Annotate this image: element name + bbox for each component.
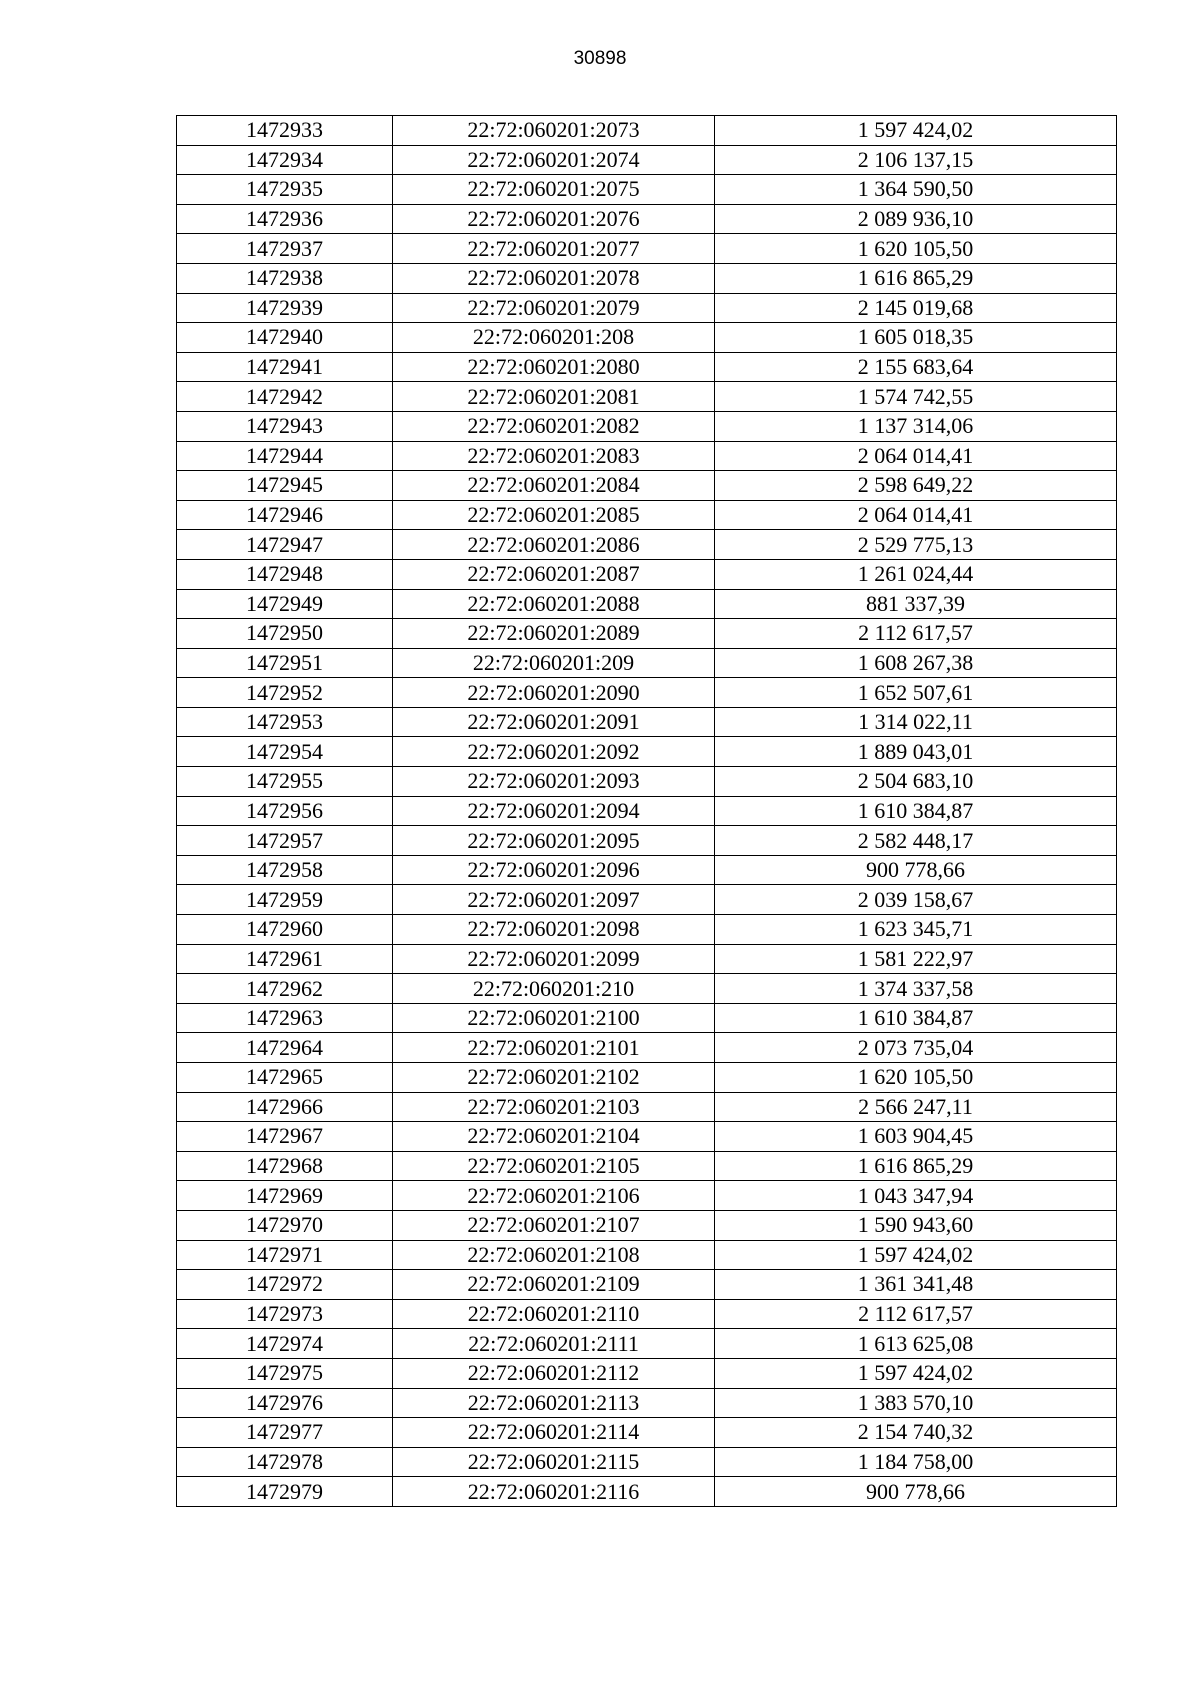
row-number-cell: 1472961 [177, 944, 393, 974]
value-cell: 1 652 507,61 [715, 678, 1117, 708]
cadastral-number-cell: 22:72:060201:2108 [393, 1240, 715, 1270]
cadastral-number-cell: 22:72:060201:2109 [393, 1270, 715, 1300]
value-cell: 2 566 247,11 [715, 1092, 1117, 1122]
cadastral-number-cell: 22:72:060201:2078 [393, 263, 715, 293]
table-row [177, 441, 1117, 471]
cadastral-number-cell: 22:72:060201:2103 [393, 1092, 715, 1122]
cadastral-number-cell: 22:72:060201:2110 [393, 1299, 715, 1329]
value-cell: 2 529 775,13 [715, 530, 1117, 560]
cadastral-number-cell: 22:72:060201:2077 [393, 234, 715, 264]
row-number-cell: 1472947 [177, 530, 393, 560]
row-number-cell: 1472934 [177, 145, 393, 175]
cadastral-number-cell: 22:72:060201:2097 [393, 885, 715, 915]
value-cell: 1 620 105,50 [715, 234, 1117, 264]
row-number-cell: 1472977 [177, 1418, 393, 1448]
value-cell: 2 106 137,15 [715, 145, 1117, 175]
cadastral-number-cell: 22:72:060201:2101 [393, 1033, 715, 1063]
table-row [177, 589, 1117, 619]
row-number-cell: 1472954 [177, 737, 393, 767]
cadastral-number-cell: 22:72:060201:2106 [393, 1181, 715, 1211]
cadastral-number-cell: 22:72:060201:209 [393, 648, 715, 678]
row-number-cell: 1472946 [177, 500, 393, 530]
row-number-cell: 1472950 [177, 619, 393, 649]
cadastral-number-cell: 22:72:060201:2111 [393, 1329, 715, 1359]
table-row [177, 737, 1117, 767]
table-row [177, 559, 1117, 589]
table-row [177, 1299, 1117, 1329]
table-row [177, 323, 1117, 353]
table-row [177, 204, 1117, 234]
row-number-cell: 1472958 [177, 855, 393, 885]
cadastral-number-cell: 22:72:060201:2082 [393, 411, 715, 441]
value-cell: 2 154 740,32 [715, 1418, 1117, 1448]
row-number-cell: 1472952 [177, 678, 393, 708]
table-body [177, 116, 1117, 1507]
value-cell: 2 073 735,04 [715, 1033, 1117, 1063]
row-number-cell: 1472979 [177, 1477, 393, 1507]
row-number-cell: 1472978 [177, 1447, 393, 1477]
table-row [177, 1033, 1117, 1063]
page-number: 30898 [573, 48, 627, 69]
table-row [177, 1063, 1117, 1093]
table-row [177, 411, 1117, 441]
table-row [177, 1092, 1117, 1122]
table-row [177, 471, 1117, 501]
cadastral-number-cell: 22:72:060201:208 [393, 323, 715, 353]
row-number-cell: 1472965 [177, 1063, 393, 1093]
table-row [177, 707, 1117, 737]
cadastral-number-cell: 22:72:060201:2093 [393, 767, 715, 797]
cadastral-number-cell: 22:72:060201:2099 [393, 944, 715, 974]
row-number-cell: 1472967 [177, 1122, 393, 1152]
table-row [177, 1122, 1117, 1152]
table-row [177, 1418, 1117, 1448]
value-cell: 1 616 865,29 [715, 263, 1117, 293]
cadastral-number-cell: 22:72:060201:2098 [393, 915, 715, 945]
row-number-cell: 1472976 [177, 1388, 393, 1418]
row-number-cell: 1472944 [177, 441, 393, 471]
cadastral-number-cell: 22:72:060201:2084 [393, 471, 715, 501]
row-number-cell: 1472960 [177, 915, 393, 945]
cadastral-number-cell: 22:72:060201:2096 [393, 855, 715, 885]
value-cell: 1 620 105,50 [715, 1063, 1117, 1093]
cadastral-number-cell: 22:72:060201:2115 [393, 1447, 715, 1477]
table-row [177, 530, 1117, 560]
cadastral-number-cell: 22:72:060201:2086 [393, 530, 715, 560]
value-cell: 2 598 649,22 [715, 471, 1117, 501]
cadastral-number-cell: 22:72:060201:2081 [393, 382, 715, 412]
value-cell: 1 581 222,97 [715, 944, 1117, 974]
value-cell: 900 778,66 [715, 855, 1117, 885]
value-cell: 1 597 424,02 [715, 1358, 1117, 1388]
row-number-cell: 1472940 [177, 323, 393, 353]
cadastral-number-cell: 22:72:060201:2090 [393, 678, 715, 708]
value-cell: 1 043 347,94 [715, 1181, 1117, 1211]
table-row [177, 915, 1117, 945]
cadastral-number-cell: 22:72:060201:2112 [393, 1358, 715, 1388]
table-row [177, 175, 1117, 205]
cadastral-number-cell: 22:72:060201:2089 [393, 619, 715, 649]
cadastral-number-cell: 22:72:060201:2104 [393, 1122, 715, 1152]
value-cell: 1 603 904,45 [715, 1122, 1117, 1152]
value-cell: 1 574 742,55 [715, 382, 1117, 412]
row-number-cell: 1472942 [177, 382, 393, 412]
table-row [177, 796, 1117, 826]
row-number-cell: 1472937 [177, 234, 393, 264]
table-row [177, 1270, 1117, 1300]
table-row [177, 944, 1117, 974]
value-cell: 2 112 617,57 [715, 619, 1117, 649]
cadastral-number-cell: 22:72:060201:2076 [393, 204, 715, 234]
table-row [177, 619, 1117, 649]
value-cell: 1 610 384,87 [715, 1003, 1117, 1033]
row-number-cell: 1472975 [177, 1358, 393, 1388]
cadastral-number-cell: 22:72:060201:2087 [393, 559, 715, 589]
value-cell: 1 605 018,35 [715, 323, 1117, 353]
table-row [177, 885, 1117, 915]
cadastral-number-cell: 22:72:060201:2107 [393, 1210, 715, 1240]
row-number-cell: 1472948 [177, 559, 393, 589]
row-number-cell: 1472933 [177, 116, 393, 146]
cadastral-number-cell: 22:72:060201:2095 [393, 826, 715, 856]
table-row [177, 1181, 1117, 1211]
value-cell: 1 261 024,44 [715, 559, 1117, 589]
table-row [177, 1003, 1117, 1033]
table-row [177, 382, 1117, 412]
table-row [177, 678, 1117, 708]
row-number-cell: 1472962 [177, 974, 393, 1004]
value-cell: 1 361 341,48 [715, 1270, 1117, 1300]
row-number-cell: 1472936 [177, 204, 393, 234]
value-cell: 1 374 337,58 [715, 974, 1117, 1004]
row-number-cell: 1472949 [177, 589, 393, 619]
table-row [177, 855, 1117, 885]
row-number-cell: 1472971 [177, 1240, 393, 1270]
cadastral-number-cell: 22:72:060201:2091 [393, 707, 715, 737]
row-number-cell: 1472972 [177, 1270, 393, 1300]
row-number-cell: 1472970 [177, 1210, 393, 1240]
cadastral-number-cell: 22:72:060201:2088 [393, 589, 715, 619]
value-cell: 1 364 590,50 [715, 175, 1117, 205]
value-cell: 1 597 424,02 [715, 1240, 1117, 1270]
cadastral-number-cell: 22:72:060201:2075 [393, 175, 715, 205]
row-number-cell: 1472968 [177, 1151, 393, 1181]
table-row [177, 1151, 1117, 1181]
row-number-cell: 1472943 [177, 411, 393, 441]
row-number-cell: 1472953 [177, 707, 393, 737]
table-row [177, 826, 1117, 856]
value-cell: 1 610 384,87 [715, 796, 1117, 826]
table-row [177, 648, 1117, 678]
table-row [177, 1477, 1117, 1507]
row-number-cell: 1472956 [177, 796, 393, 826]
row-number-cell: 1472941 [177, 352, 393, 382]
row-number-cell: 1472938 [177, 263, 393, 293]
table-row [177, 234, 1117, 264]
value-cell: 1 383 570,10 [715, 1388, 1117, 1418]
row-number-cell: 1472969 [177, 1181, 393, 1211]
value-cell: 1 613 625,08 [715, 1329, 1117, 1359]
value-cell: 1 608 267,38 [715, 648, 1117, 678]
table-row [177, 293, 1117, 323]
cadastral-number-cell: 22:72:060201:2102 [393, 1063, 715, 1093]
value-cell: 2 039 158,67 [715, 885, 1117, 915]
cadastral-number-cell: 22:72:060201:2092 [393, 737, 715, 767]
value-cell: 2 064 014,41 [715, 500, 1117, 530]
row-number-cell: 1472955 [177, 767, 393, 797]
value-cell: 900 778,66 [715, 1477, 1117, 1507]
cadastral-number-cell: 22:72:060201:2113 [393, 1388, 715, 1418]
row-number-cell: 1472963 [177, 1003, 393, 1033]
value-cell: 1 590 943,60 [715, 1210, 1117, 1240]
value-cell: 1 623 345,71 [715, 915, 1117, 945]
cadastral-number-cell: 22:72:060201:2114 [393, 1418, 715, 1448]
value-cell: 2 089 936,10 [715, 204, 1117, 234]
cadastral-number-cell: 22:72:060201:2116 [393, 1477, 715, 1507]
cadastral-number-cell: 22:72:060201:2100 [393, 1003, 715, 1033]
table-row [177, 1329, 1117, 1359]
table-row [177, 116, 1117, 146]
value-cell: 1 889 043,01 [715, 737, 1117, 767]
value-cell: 1 597 424,02 [715, 116, 1117, 146]
row-number-cell: 1472964 [177, 1033, 393, 1063]
row-number-cell: 1472957 [177, 826, 393, 856]
row-number-cell: 1472966 [177, 1092, 393, 1122]
cadastral-number-cell: 22:72:060201:2079 [393, 293, 715, 323]
table-row [177, 145, 1117, 175]
row-number-cell: 1472939 [177, 293, 393, 323]
table-row [177, 1388, 1117, 1418]
table-row [177, 352, 1117, 382]
row-number-cell: 1472973 [177, 1299, 393, 1329]
row-number-cell: 1472935 [177, 175, 393, 205]
cadastral-number-cell: 22:72:060201:2083 [393, 441, 715, 471]
value-cell: 1 184 758,00 [715, 1447, 1117, 1477]
row-number-cell: 1472974 [177, 1329, 393, 1359]
table-row [177, 1210, 1117, 1240]
value-cell: 2 145 019,68 [715, 293, 1117, 323]
table-row [177, 1240, 1117, 1270]
value-cell: 2 582 448,17 [715, 826, 1117, 856]
cadastral-number-cell: 22:72:060201:2073 [393, 116, 715, 146]
cadastral-number-cell: 22:72:060201:2105 [393, 1151, 715, 1181]
table-row [177, 974, 1117, 1004]
table-row [177, 1447, 1117, 1477]
value-cell: 1 314 022,11 [715, 707, 1117, 737]
value-cell: 2 155 683,64 [715, 352, 1117, 382]
row-number-cell: 1472945 [177, 471, 393, 501]
table-row [177, 767, 1117, 797]
row-number-cell: 1472951 [177, 648, 393, 678]
value-cell: 881 337,39 [715, 589, 1117, 619]
row-number-cell: 1472959 [177, 885, 393, 915]
cadastral-number-cell: 22:72:060201:210 [393, 974, 715, 1004]
table-row [177, 500, 1117, 530]
cadastral-number-cell: 22:72:060201:2094 [393, 796, 715, 826]
value-cell: 2 504 683,10 [715, 767, 1117, 797]
data-table [176, 115, 1117, 1507]
value-cell: 2 064 014,41 [715, 441, 1117, 471]
table-row [177, 263, 1117, 293]
value-cell: 1 616 865,29 [715, 1151, 1117, 1181]
cadastral-number-cell: 22:72:060201:2074 [393, 145, 715, 175]
value-cell: 1 137 314,06 [715, 411, 1117, 441]
value-cell: 2 112 617,57 [715, 1299, 1117, 1329]
table-row [177, 1358, 1117, 1388]
cadastral-number-cell: 22:72:060201:2085 [393, 500, 715, 530]
cadastral-number-cell: 22:72:060201:2080 [393, 352, 715, 382]
